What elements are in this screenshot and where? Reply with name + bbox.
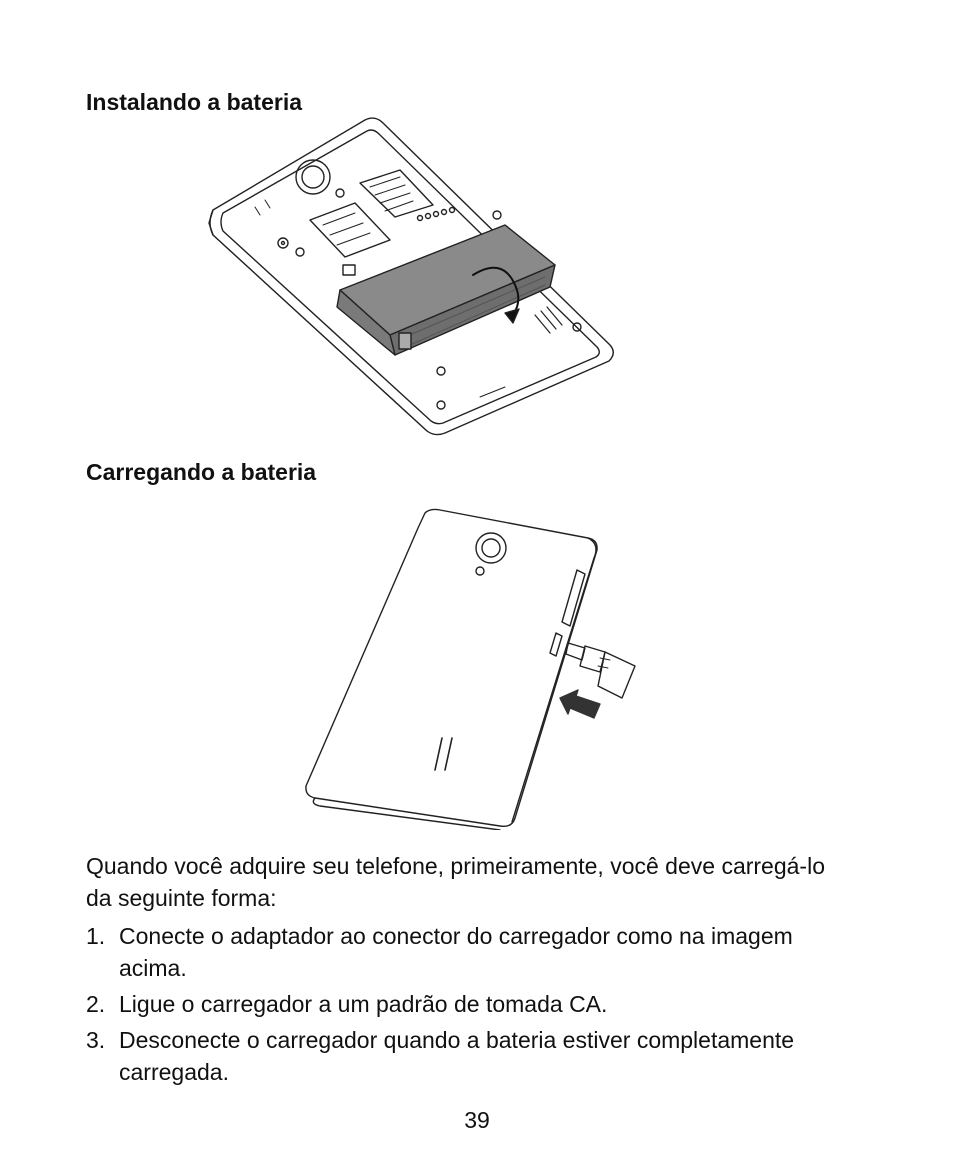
list-item	[86, 1024, 846, 1088]
section-heading-charging-battery: Carregando a bateria	[86, 459, 317, 485]
step-number: 2.	[86, 991, 106, 1017]
list-item	[86, 988, 846, 1020]
step-number: 1.	[86, 923, 106, 949]
step-text: Conecte o adaptador ao conector do carregador como na imagem acima.	[119, 923, 793, 981]
battery-install-illustration	[205, 115, 615, 437]
list-item	[86, 920, 846, 984]
charging-steps-list	[86, 920, 846, 1092]
charging-illustration	[300, 508, 645, 830]
step-text: Ligue o carregador a um padrão de tomada CA.	[119, 991, 608, 1017]
page-number: 39	[464, 1107, 490, 1133]
step-text: Desconecte o carregador quando a bateria estiver completamente carregada.	[119, 1027, 795, 1085]
step-number: 3.	[86, 1027, 106, 1053]
intro-paragraph: Quando você adquire seu telefone, primeiramente, você deve carregá-lo da seguinte forma:	[86, 853, 825, 911]
section-heading-installing-battery: Instalando a bateria	[86, 89, 303, 115]
